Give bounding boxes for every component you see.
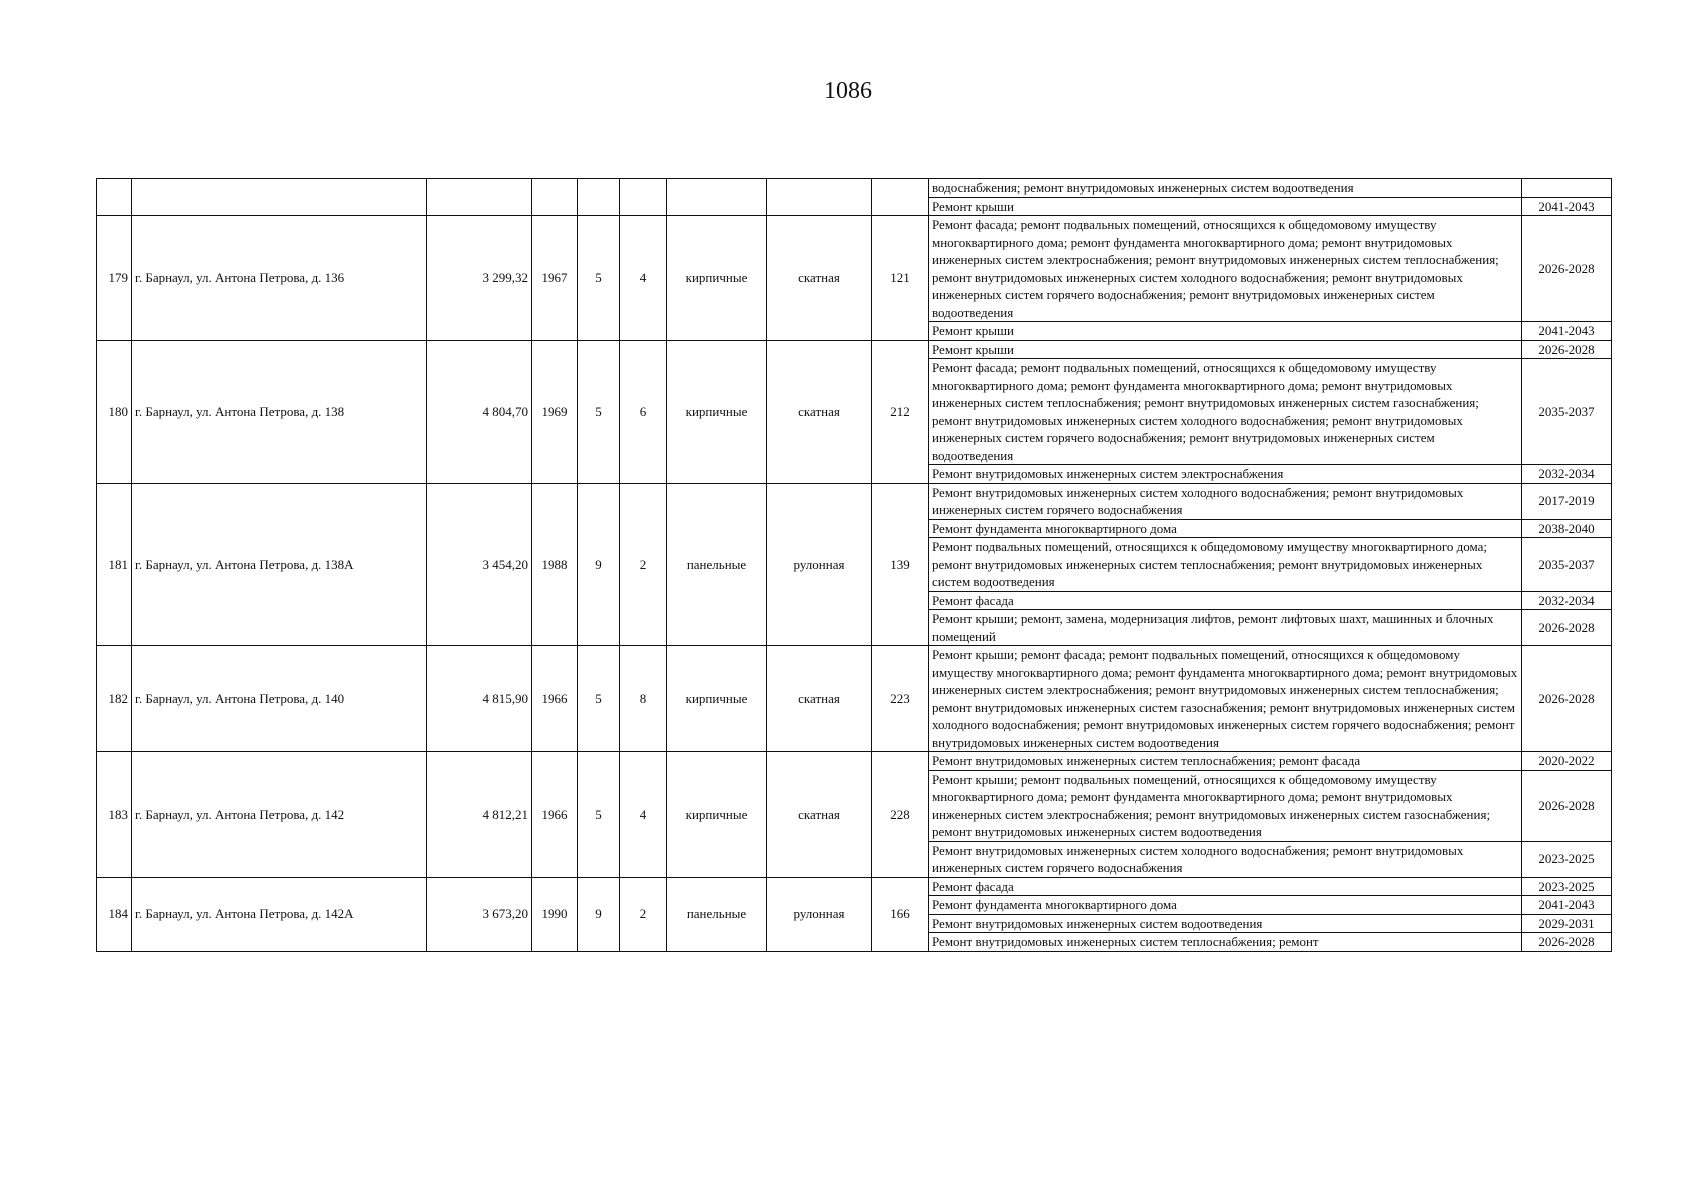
address-cell: г. Барнаул, ул. Антона Петрова, д. 142 [132,752,427,878]
work-description: Ремонт внутридомовых инженерных систем водоотведения [929,914,1522,933]
work-period: 2026-2028 [1522,610,1612,646]
work-description: Ремонт внутридомовых инженерных систем теплоснабжения; ремонт [929,933,1522,952]
work-description: Ремонт крыши [929,322,1522,341]
address-cell: г. Барнаул, ул. Антона Петрова, д. 138А [132,483,427,646]
table-row [97,483,1612,519]
work-period: 2035-2037 [1522,359,1612,465]
table-row [97,216,1612,322]
roof-cell: рулонная [767,483,872,646]
walls-cell: кирпичные [667,646,767,752]
work-period: 2026-2028 [1522,770,1612,841]
work-period: 2023-2025 [1522,877,1612,896]
work-period: 2023-2025 [1522,841,1612,877]
roof-cell: скатная [767,752,872,878]
work-period: 2041-2043 [1522,896,1612,915]
row-number: 183 [97,752,132,878]
work-period: 2026-2028 [1522,646,1612,752]
empty-cell [427,179,532,216]
empty-cell [767,179,872,216]
year-cell: 1967 [532,216,578,341]
residents-cell: 166 [872,877,929,951]
entrances-cell: 6 [620,340,667,483]
empty-cell [132,179,427,216]
address-cell: г. Барнаул, ул. Антона Петрова, д. 136 [132,216,427,341]
work-description: Ремонт крыши [929,340,1522,359]
address-cell: г. Барнаул, ул. Антона Петрова, д. 138 [132,340,427,483]
year-cell: 1990 [532,877,578,951]
continuation-row [97,179,1612,198]
work-description: Ремонт фундамента многоквартирного дома [929,896,1522,915]
row-number: 179 [97,216,132,341]
walls-cell: кирпичные [667,340,767,483]
empty-cell [667,179,767,216]
repair-program-table [96,178,1612,952]
walls-cell: кирпичные [667,752,767,878]
work-period: 2041-2043 [1522,197,1612,216]
work-description: Ремонт внутридомовых инженерных систем электроснабжения [929,465,1522,484]
work-description: Ремонт внутридомовых инженерных систем теплоснабжения; ремонт фасада [929,752,1522,771]
work-description: Ремонт подвальных помещений, относящихся к общедомовому имуществу многоквартирного дома; ремонт внутридомовых инженерных систем теплоснабжения; ремонт внутридомовых инженерных систем водоотведения [929,538,1522,592]
floors-cell: 5 [578,646,620,752]
entrances-cell: 2 [620,877,667,951]
work-period: 2020-2022 [1522,752,1612,771]
area-cell: 3 673,20 [427,877,532,951]
walls-cell: панельные [667,877,767,951]
entrances-cell: 8 [620,646,667,752]
work-description: Ремонт фасада; ремонт подвальных помещений, относящихся к общедомовому имуществу многоквартирного дома; ремонт фундамента многоквартирного дома; ремонт внутридомовых инженерных систем теплоснабжения; ремонт внутридомовых инженерных систем газоснабжения; ремонт внутридомовых инженерных систем холодного водоснабжения; ремонт внутридомовых инженерных систем горячего водоснабжения; ремонт внутридомовых инженерных систем водоотведения [929,359,1522,465]
residents-cell: 223 [872,646,929,752]
area-cell: 4 804,70 [427,340,532,483]
row-number: 180 [97,340,132,483]
work-period: 2026-2028 [1522,216,1612,322]
row-number: 184 [97,877,132,951]
work-description: Ремонт фасада [929,877,1522,896]
work-description: Ремонт крыши [929,197,1522,216]
work-description: Ремонт крыши; ремонт подвальных помещений, относящихся к общедомовому имуществу многоквартирного дома; ремонт фундамента многоквартирного дома; ремонт внутридомовых инженерных систем электроснабжения; ремонт внутридомовых инженерных систем газоснабжения; ремонт внутридомовых инженерных систем водоотведения [929,770,1522,841]
table-row [97,752,1612,771]
year-cell: 1966 [532,646,578,752]
floors-cell: 5 [578,340,620,483]
address-cell: г. Барнаул, ул. Антона Петрова, д. 142А [132,877,427,951]
area-cell: 4 815,90 [427,646,532,752]
year-cell: 1969 [532,340,578,483]
roof-cell: рулонная [767,877,872,951]
work-description: Ремонт фасада; ремонт подвальных помещений, относящихся к общедомовому имуществу многоквартирного дома; ремонт фундамента многоквартирного дома; ремонт внутридомовых инженерных систем электроснабжения; ремонт внутридомовых инженерных систем теплоснабжения; ремонт внутридомовых инженерных систем холодного водоснабжения; ремонт внутридомовых инженерных систем горячего водоснабжения; ремонт внутридомовых инженерных систем водоотведения [929,216,1522,322]
work-period: 2026-2028 [1522,340,1612,359]
row-number: 181 [97,483,132,646]
area-cell: 3 299,32 [427,216,532,341]
residents-cell: 228 [872,752,929,878]
row-number: 182 [97,646,132,752]
table-row [97,646,1612,752]
work-description: Ремонт фасада [929,591,1522,610]
residents-cell: 121 [872,216,929,341]
year-cell: 1988 [532,483,578,646]
work-description: Ремонт внутридомовых инженерных систем холодного водоснабжения; ремонт внутридомовых инженерных систем горячего водоснабжения [929,483,1522,519]
table-row [97,877,1612,896]
floors-cell: 5 [578,752,620,878]
work-period: 2035-2037 [1522,538,1612,592]
walls-cell: кирпичные [667,216,767,341]
table-row [97,340,1612,359]
work-period: 2032-2034 [1522,591,1612,610]
work-description: водоснабжения; ремонт внутридомовых инженерных систем водоотведения [929,179,1522,198]
empty-cell [872,179,929,216]
page-number: 1086 [824,78,872,104]
area-cell: 4 812,21 [427,752,532,878]
residents-cell: 139 [872,483,929,646]
work-description: Ремонт внутридомовых инженерных систем холодного водоснабжения; ремонт внутридомовых инженерных систем горячего водоснабжения [929,841,1522,877]
work-period: 2029-2031 [1522,914,1612,933]
roof-cell: скатная [767,646,872,752]
entrances-cell: 2 [620,483,667,646]
empty-cell [532,179,578,216]
empty-cell [620,179,667,216]
entrances-cell: 4 [620,216,667,341]
year-cell: 1966 [532,752,578,878]
residents-cell: 212 [872,340,929,483]
work-period: 2026-2028 [1522,933,1612,952]
floors-cell: 5 [578,216,620,341]
area-cell: 3 454,20 [427,483,532,646]
roof-cell: скатная [767,216,872,341]
work-period: 2038-2040 [1522,519,1612,538]
walls-cell: панельные [667,483,767,646]
entrances-cell: 4 [620,752,667,878]
work-period: 2017-2019 [1522,483,1612,519]
address-cell: г. Барнаул, ул. Антона Петрова, д. 140 [132,646,427,752]
empty-cell [578,179,620,216]
floors-cell: 9 [578,877,620,951]
roof-cell: скатная [767,340,872,483]
work-description: Ремонт крыши; ремонт фасада; ремонт подвальных помещений, относящихся к общедомовому имуществу многоквартирного дома; ремонт фундамента многоквартирного дома; ремонт внутридомовых инженерных систем электроснабжения; ремонт внутридомовых инженерных систем теплоснабжения; ремонт внутридомовых инженерных систем газоснабжения; ремонт внутридомовых инженерных систем холодного водоснабжения; ремонт внутридомовых инженерных систем горячего водоснабжения; ремонт внутридомовых инженерных систем водоотведения [929,646,1522,752]
floors-cell: 9 [578,483,620,646]
work-description: Ремонт крыши; ремонт, замена, модернизация лифтов, ремонт лифтовых шахт, машинных и блочных помещений [929,610,1522,646]
work-period [1522,179,1612,198]
work-description: Ремонт фундамента многоквартирного дома [929,519,1522,538]
work-period: 2032-2034 [1522,465,1612,484]
empty-cell [97,179,132,216]
work-period: 2041-2043 [1522,322,1612,341]
